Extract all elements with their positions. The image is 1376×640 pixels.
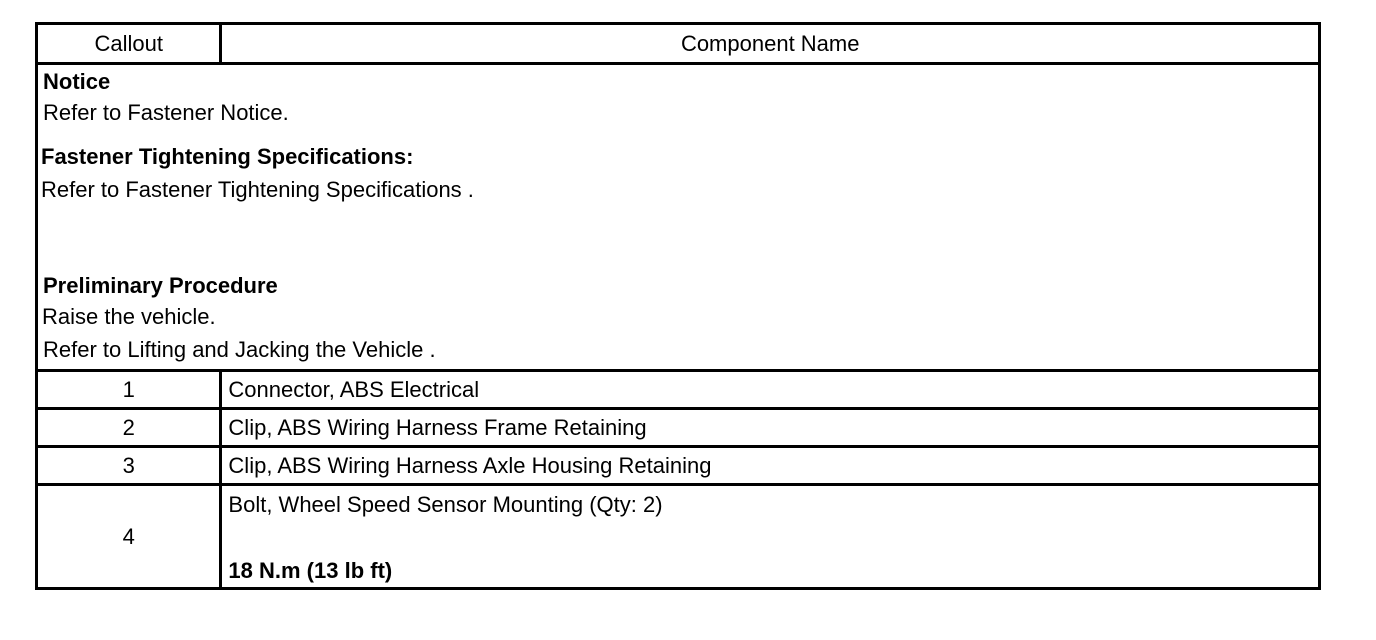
table-row — [37, 485, 1320, 589]
header-component-name: Component Name — [221, 24, 1320, 64]
table-row — [37, 371, 1320, 409]
notes-cell — [37, 64, 1320, 371]
table-row — [37, 447, 1320, 485]
preliminary-procedure-heading: Preliminary Procedure — [43, 273, 278, 298]
component-name-cell: Clip, ABS Wiring Harness Axle Housing Retaining — [221, 447, 1320, 485]
callout-cell: 2 — [37, 409, 221, 447]
notice-text: Refer to Fastener Notice. — [43, 100, 289, 125]
component-name-cell: Connector, ABS Electrical — [221, 371, 1320, 409]
torque-spec-text: 18 N.m (13 lb ft) — [228, 558, 393, 583]
header-callout: Callout — [37, 24, 221, 64]
component-name-text: Bolt, Wheel Speed Sensor Mounting (Qty: 2) — [228, 492, 663, 517]
callout-cell: 4 — [37, 485, 221, 589]
notes-row — [37, 64, 1320, 371]
preliminary-step-1: Raise the vehicle. — [42, 304, 216, 329]
preliminary-step-2: Refer to Lifting and Jacking the Vehicle . — [43, 337, 436, 362]
callout-cell: 1 — [37, 371, 221, 409]
component-name-cell — [221, 485, 1320, 589]
table-header-row — [37, 24, 1320, 64]
notice-heading: Notice — [43, 69, 111, 94]
component-name-cell: Clip, ABS Wiring Harness Frame Retaining — [221, 409, 1320, 447]
component-table — [35, 22, 1321, 590]
fastener-spec-heading: Fastener Tightening Specifications: — [41, 144, 414, 169]
callout-cell: 3 — [37, 447, 221, 485]
fastener-spec-text: Refer to Fastener Tightening Specifications . — [41, 177, 474, 202]
table-row — [37, 409, 1320, 447]
